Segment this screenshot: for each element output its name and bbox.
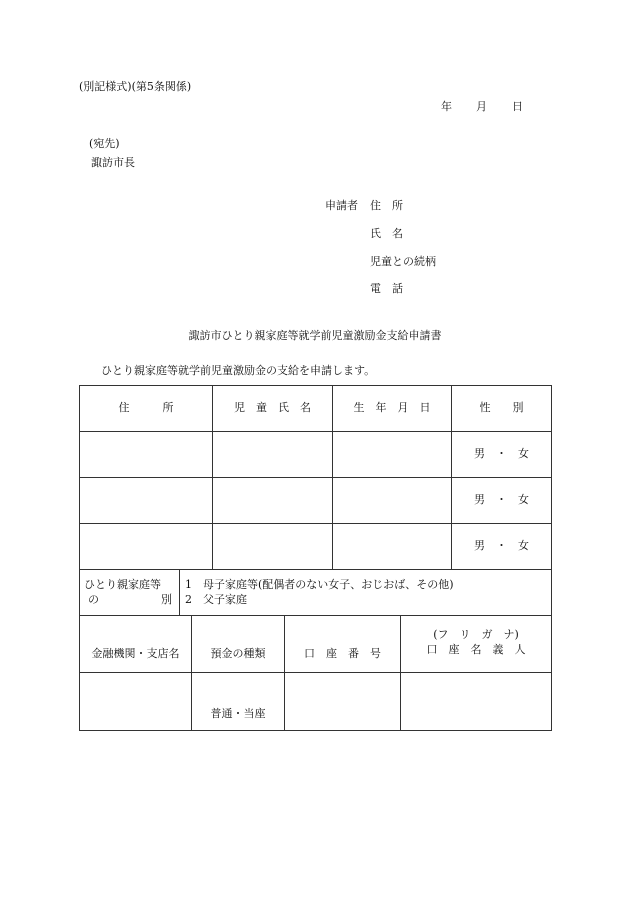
deposit-type-label: 預金の種類 bbox=[210, 647, 266, 661]
applicant-name-label: 氏 名 bbox=[370, 227, 403, 240]
household-option-father[interactable]: 2 父子家庭 bbox=[185, 592, 247, 606]
birthdate-cell[interactable] bbox=[333, 432, 452, 478]
header-sex: 性 別 bbox=[452, 386, 552, 432]
applicant-address-label: 住 所 bbox=[370, 199, 403, 212]
addressee-label: (宛先) bbox=[89, 137, 120, 150]
header-child-name: 児 童 氏 名 bbox=[213, 386, 333, 432]
account-holder-cell[interactable] bbox=[401, 673, 552, 731]
account-number-cell[interactable] bbox=[285, 673, 401, 731]
header-birthdate: 生 年 月 日 bbox=[333, 386, 452, 432]
bank-branch-cell[interactable] bbox=[80, 673, 192, 731]
header-account-number bbox=[285, 616, 401, 673]
header-bank-branch bbox=[80, 616, 192, 673]
date-year-label: 年 bbox=[441, 100, 452, 113]
account-number-label: 口 座 番 号 bbox=[304, 647, 381, 661]
household-type-table bbox=[79, 569, 552, 616]
table-row bbox=[80, 432, 552, 478]
table-row bbox=[80, 478, 552, 524]
household-type-label bbox=[80, 570, 180, 616]
child-name-cell[interactable] bbox=[213, 432, 333, 478]
applicant-label: 申請者 bbox=[325, 199, 358, 212]
bank-table bbox=[79, 615, 552, 731]
sex-option[interactable]: 男 ・ 女 bbox=[452, 524, 552, 570]
birthdate-cell[interactable] bbox=[333, 478, 452, 524]
child-name-cell[interactable] bbox=[213, 478, 333, 524]
document-title: 諏訪市ひとり親家庭等就学前児童激励金支給申請書 bbox=[188, 329, 442, 342]
household-options bbox=[180, 570, 552, 616]
sex-option[interactable]: 男 ・ 女 bbox=[452, 432, 552, 478]
header-address: 住 所 bbox=[80, 386, 213, 432]
sex-option[interactable]: 男 ・ 女 bbox=[452, 478, 552, 524]
deposit-type-value: 普通・当座 bbox=[210, 707, 266, 721]
household-label-no: の bbox=[88, 592, 99, 606]
table-row bbox=[80, 673, 552, 731]
deposit-type-cell[interactable] bbox=[192, 673, 285, 731]
header-account-holder bbox=[401, 616, 552, 673]
birthdate-cell[interactable] bbox=[333, 524, 452, 570]
household-label-betsu: 別 bbox=[161, 592, 172, 606]
form-reference: (別記様式)(第5条関係) bbox=[79, 80, 192, 93]
household-label-line1: ひとり親家庭等 bbox=[84, 577, 161, 591]
children-table bbox=[79, 385, 552, 570]
intro-text: ひとり親家庭等就学前児童激励金の支給を申請します。 bbox=[101, 364, 376, 377]
address-cell[interactable] bbox=[80, 524, 213, 570]
table-row bbox=[80, 524, 552, 570]
furigana-label: (フ リ ガ ナ) bbox=[433, 628, 519, 641]
applicant-phone-label: 電 話 bbox=[370, 282, 403, 295]
household-option-mother[interactable]: 1 母子家庭等(配偶者のない女子、おじおば、その他) bbox=[185, 577, 454, 591]
applicant-relation-label: 児童との続柄 bbox=[370, 255, 436, 268]
bank-branch-label: 金融機関・支店名 bbox=[91, 647, 180, 661]
bank-table-header bbox=[80, 616, 552, 673]
address-cell[interactable] bbox=[80, 478, 213, 524]
date-day-label: 日 bbox=[512, 100, 523, 113]
account-holder-label: 口 座 名 義 人 bbox=[426, 642, 526, 656]
header-deposit-type bbox=[192, 616, 285, 673]
addressee-name: 諏訪市長 bbox=[91, 156, 135, 169]
child-name-cell[interactable] bbox=[213, 524, 333, 570]
date-month-label: 月 bbox=[476, 100, 487, 113]
children-table-header bbox=[80, 386, 552, 432]
address-cell[interactable] bbox=[80, 432, 213, 478]
